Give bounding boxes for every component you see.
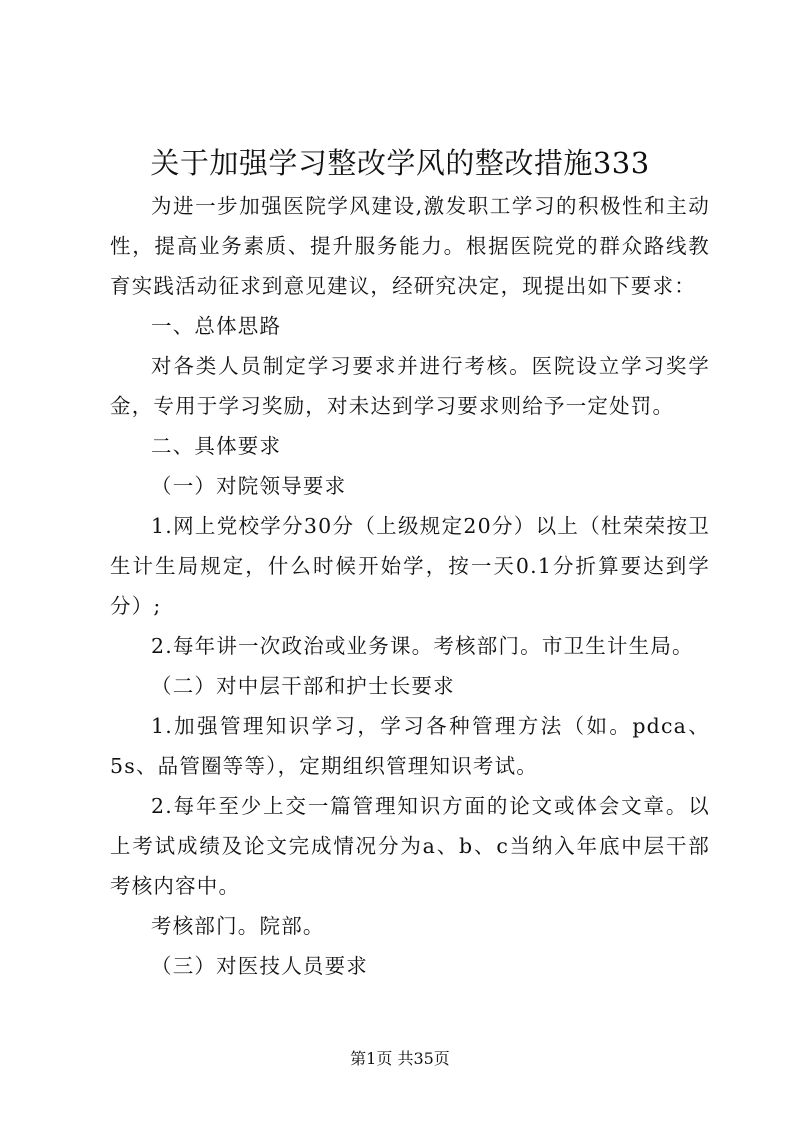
subheading-leaders: （一）对院领导要求 [151,474,347,498]
section-heading-overall: 一、总体思路 [151,314,282,338]
list-item-managers-1: 1.加强管理知识学习，学习各种管理方法（如。pdca、5s、品管圈等等），定期组织管理知识考试。 [110,714,710,778]
list-item-managers-2: 2.每年至少上交一篇管理知识方面的论文或体会文章。以上考试成绩及论文完成情况分为a、b、c当纳入年底中层干部考核内容中。 [110,794,710,898]
list-item-leaders-1: 1.网上党校学分30分（上级规定20分）以上（杜荣荣按卫生计生局规定，什么时候开始学，按一天0.1分折算要达到学分）; [110,514,710,618]
document-body [110,186,710,986]
paragraph-intro: 为进一步加强医院学风建设,激发职工学习的积极性和主动性，提高业务素质、提升服务能力。根据医院党的群众路线教育实践活动征求到意见建议，经研究决定，现提出如下要求： [110,194,710,298]
section-heading-requirements: 二、具体要求 [151,434,282,458]
page-number: 第1页 共35页 [350,1049,450,1068]
paragraph-assessment-dept: 考核部门。院部。 [151,914,325,938]
subheading-medical-staff: （三）对医技人员要求 [151,954,368,978]
document-title: 关于加强学习整改学风的整改措施333 [150,146,650,180]
paragraph-overall: 对各类人员制定学习要求并进行考核。医院设立学习奖学金，专用于学习奖励，对未达到学习要求则给予一定处罚。 [110,354,710,418]
list-item-leaders-2: 2.每年讲一次政治或业务课。考核部门。市卫生计生局。 [151,634,694,658]
subheading-middle-managers: （二）对中层干部和护士长要求 [151,674,455,698]
